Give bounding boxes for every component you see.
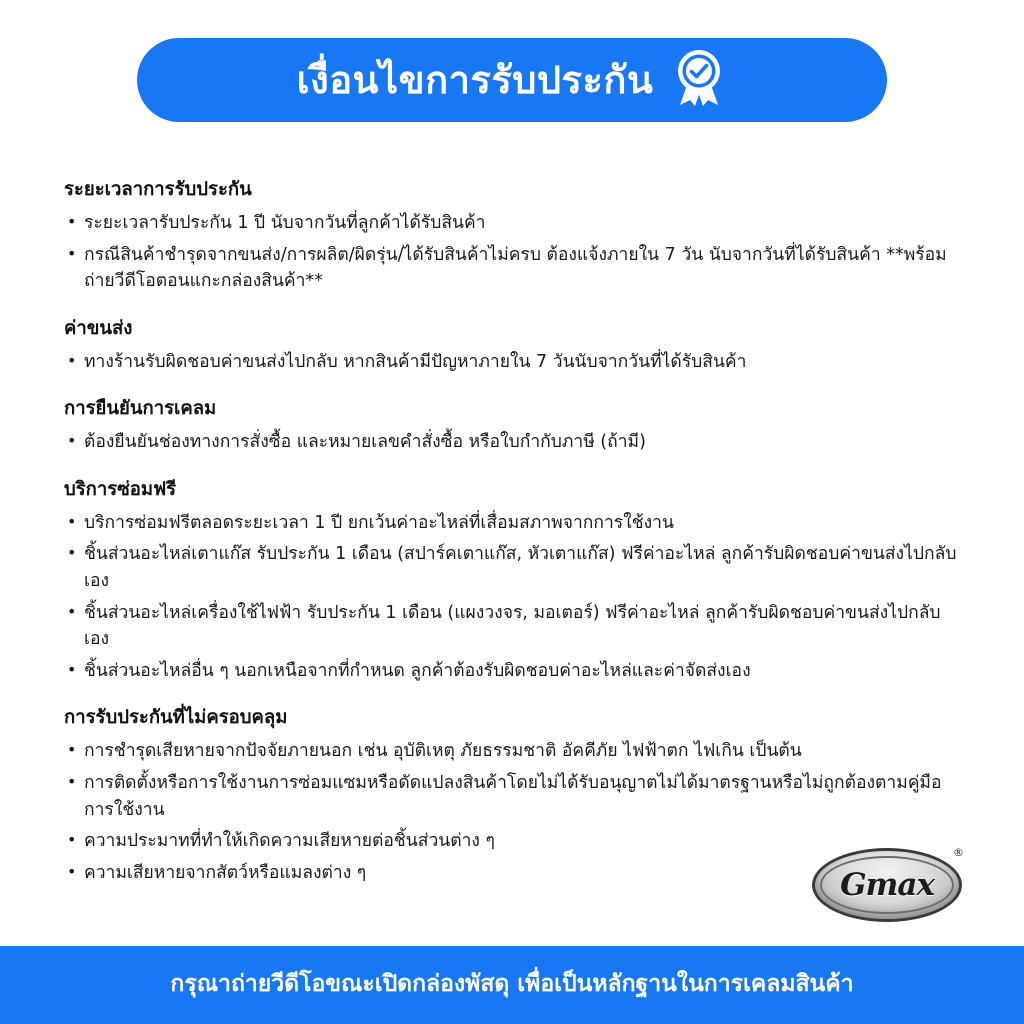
registered-trademark-icon: ® <box>953 846 964 859</box>
section-list <box>64 349 964 376</box>
section-list <box>64 510 964 685</box>
list-item: • ระยะเวลารับประกัน 1 ปี นับจากวันที่ลูกค้าได้รับสินค้า <box>64 210 964 237</box>
section-title: การรับประกันที่ไม่ครอบคลุม <box>64 707 288 729</box>
list-item: • ชิ้นส่วนอะไหล่อื่น ๆ นอกเหนือจากที่กำหนด ลูกค้าต้องรับผิดชอบค่าอะไหล่และค่าจัดส่งเอง <box>64 658 964 685</box>
section-title: บริการซ่อมฟรี <box>64 478 177 500</box>
logo-text: Gmax <box>840 867 934 903</box>
conditions-content <box>64 178 964 886</box>
list-item: • ชิ้นส่วนอะไหล่เครื่องใช้ไฟฟ้า รับประกัน 1 เดือน (แผงวงจร, มอเตอร์) ฟรีค่าอะไหล่ ลูกค้ารับผิดชอบค่าขนส่งไปกลับเอง <box>64 600 964 653</box>
section-warranty-period <box>64 178 964 295</box>
award-badge-icon <box>671 49 727 111</box>
list-item: • ทางร้านรับผิดชอบค่าขนส่งไปกลับ หากสินค้ามีปัญหาภายใน 7 วันนับจากวันที่ได้รับสินค้า <box>64 349 964 376</box>
list-item: • การชำรุดเสียหายจากปัจจัยภายนอก เช่น อุบัติเหตุ ภัยธรรมชาติ อัคคีภัย ไฟฟ้าตก ไฟเกิน เป็นต้น <box>64 738 964 765</box>
header-banner <box>137 38 887 122</box>
section-claim-confirmation <box>64 397 964 456</box>
list-item: • ความประมาทที่ทำให้เกิดความเสียหายต่อชิ้นส่วนต่าง ๆ <box>64 828 964 855</box>
list-item: • ความเสียหายจากสัตว์หรือแมลงต่าง ๆ <box>64 860 964 887</box>
page-title: เงื่อนไขการรับประกัน <box>296 58 654 102</box>
brand-logo <box>812 848 962 922</box>
logo-inner-ring <box>820 856 954 914</box>
section-title: ระยะเวลาการรับประกัน <box>64 179 252 200</box>
footer-banner <box>0 946 1024 1024</box>
section-free-repair-service <box>64 478 964 685</box>
footer-text: กรุณาถ่ายวีดีโอขณะเปิดกล่องพัสดุ เพื่อเป็นหลักฐานในการเคลมสินค้า <box>170 971 854 998</box>
list-item: • การติดตั้งหรือการใช้งานการซ่อมแซมหรือดัดแปลงสินค้าโดยไม่ได้รับอนุญาตไม่ได้มาตรฐานหรือไม่ถูกต้องตามคู่มือการใช้งาน <box>64 770 964 823</box>
list-item: • ชิ้นส่วนอะไหล่เตาแก๊ส รับประกัน 1 เดือน (สปาร์คเตาแก๊ส, หัวเตาแก๊ส) ฟรีค่าอะไหล่ ลูกค้ารับผิดชอบค่าขนส่งไปกลับเอง <box>64 541 964 594</box>
section-shipping-cost <box>64 317 964 376</box>
section-list <box>64 210 964 295</box>
section-title: ค่าขนส่ง <box>64 317 133 339</box>
section-title: การยืนยันการเคลม <box>64 398 217 420</box>
list-item: • บริการซ่อมฟรีตลอดระยะเวลา 1 ปี ยกเว้นค่าอะไหล่ที่เสื่อมสภาพจากการใช้งาน <box>64 510 964 537</box>
list-item: • กรณีสินค้าชำรุดจากขนส่ง/การผลิต/ผิดรุ่น/ได้รับสินค้าไม่ครบ ต้องแจ้งภายใน 7 วัน นับจากวันที่ได้รับสินค้า **พร้อมถ่ายวีดีโอตอนแกะกล่องสินค้า** <box>64 242 964 295</box>
section-list <box>64 429 964 456</box>
list-item: • ต้องยืนยันช่องทางการสั่งซื้อ และหมายเลขคำสั่งซื้อ หรือใบกำกับภาษี (ถ้ามี) <box>64 429 964 456</box>
header-area <box>0 0 1024 122</box>
